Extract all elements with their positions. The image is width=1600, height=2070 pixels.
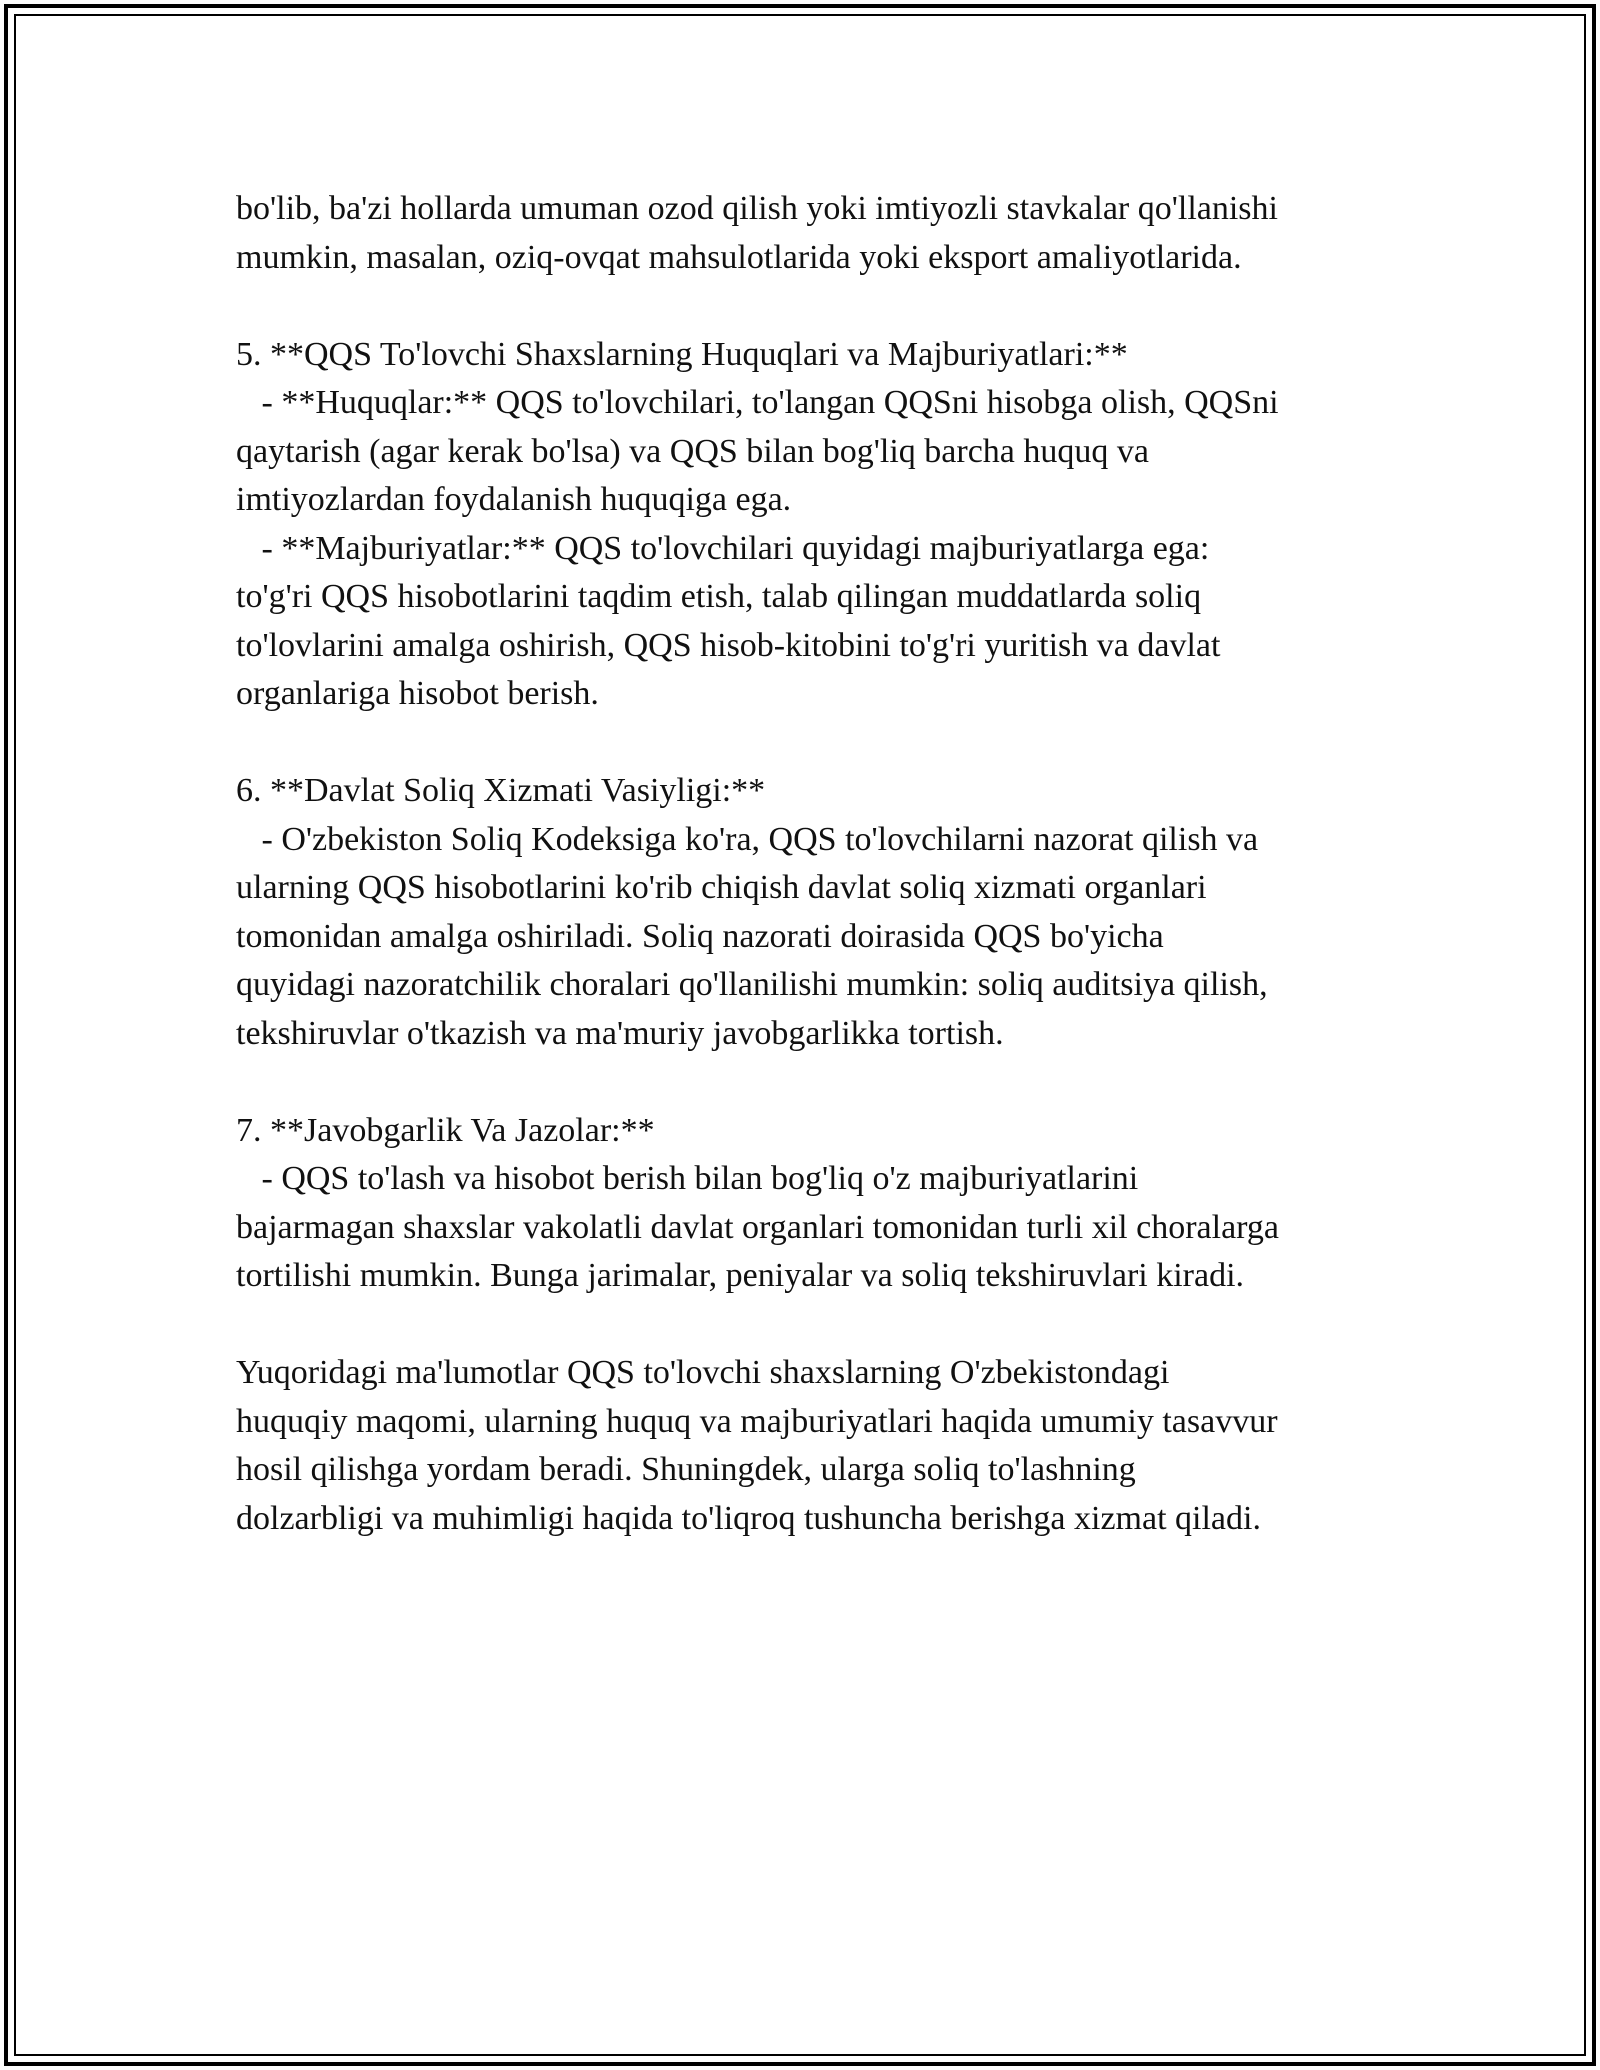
blank-line xyxy=(236,719,1366,768)
text-line: tortilishi mumkin. Bunga jarimalar, peniyalar va soliq tekshiruvlari kiradi. xyxy=(236,1257,1245,1294)
text-line: organlariga hisobot berish. xyxy=(236,675,599,712)
text-line: to'g'ri QQS hisobotlarini taqdim etish, talab qilingan muddatlarda soliq xyxy=(236,578,1202,615)
section-heading: 5. **QQS To'lovchi Shaxslarning Huquqlari va Majburiyatlari:** xyxy=(236,335,1128,373)
text-line: - O'zbekiston Soliq Kodeksiga ko'ra, QQS to'lovchilarni nazorat qilish va xyxy=(236,820,1259,858)
text-line: tekshiruvlar o'tkazish va ma'muriy javobgarlikka tortish. xyxy=(236,1014,1004,1052)
section-heading: 6. **Davlat Soliq Xizmati Vasiyligi:** xyxy=(236,772,766,809)
blank-line xyxy=(236,282,1366,331)
document-body xyxy=(236,185,1366,1543)
section-heading: 7. **Javobgarlik Va Jazolar:** xyxy=(236,1111,655,1149)
text-line: - **Majburiyatlar:** QQS to'lovchilari quyidagi majburiyatlarga ega: xyxy=(236,529,1210,567)
text-line: - **Huquqlar:** QQS to'lovchilari, to'langan QQSni hisobga olish, QQSni xyxy=(236,384,1279,421)
text-line: huquqiy maqomi, ularning huquq va majburiyatlari haqida umumiy tasavvur xyxy=(236,1402,1278,1440)
text-line: to'lovlarini amalga oshirish, QQS hisob-kitobini to'g'ri yuritish va davlat xyxy=(236,626,1221,664)
text-line: tomonidan amalga oshiriladi. Soliq nazorati doirasida QQS bo'yicha xyxy=(236,917,1164,955)
text-line: hosil qilishga yordam beradi. Shuningdek, ularga soliq to'lashning xyxy=(236,1451,1136,1488)
text-line: - QQS to'lash va hisobot berish bilan bog'liq o'z majburiyatlarini xyxy=(236,1160,1139,1197)
blank-line xyxy=(236,1301,1366,1350)
text-line: qaytarish (agar kerak bo'lsa) va QQS bilan bog'liq barcha huquq va xyxy=(236,432,1149,470)
text-line: imtiyozlardan foydalanish huquqiga ega. xyxy=(236,481,792,518)
text-line: dolzarbligi va muhimligi haqida to'liqroq tushuncha berishga xizmat qiladi. xyxy=(236,1499,1261,1537)
text-line: Yuqoridagi ma'lumotlar QQS to'lovchi shaxslarning O'zbekistondagi xyxy=(236,1354,1170,1391)
text-line: mumkin, masalan, oziq-ovqat mahsulotlarida yoki eksport amaliyotlarida. xyxy=(236,238,1242,276)
text-line: bo'lib, ba'zi hollarda umuman ozod qilish yoki imtiyozli stavkalar qo'llanishi xyxy=(236,190,1278,227)
blank-line xyxy=(236,1058,1366,1107)
text-line: ularning QQS hisobotlarini ko'rib chiqish davlat soliq xizmati organlari xyxy=(236,869,1207,906)
text-line: quyidagi nazoratchilik choralari qo'llanilishi mumkin: soliq auditsiya qilish, xyxy=(236,966,1268,1003)
text-line: bajarmagan shaxslar vakolatli davlat organlari tomonidan turli xil choralarga xyxy=(236,1208,1279,1246)
